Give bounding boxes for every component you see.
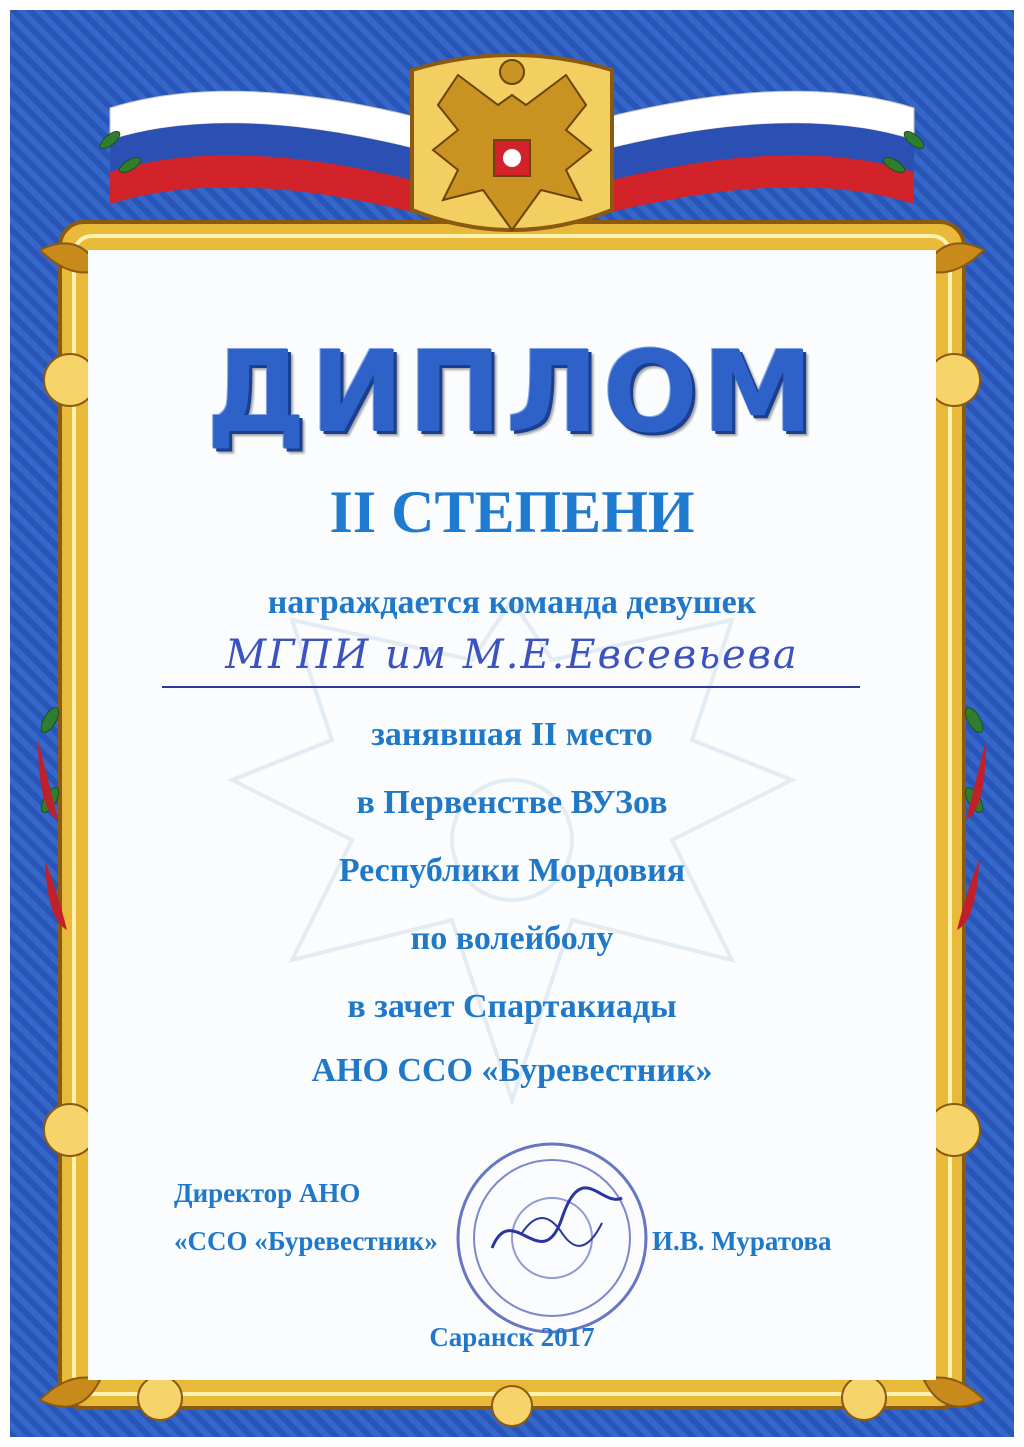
achievement-line-4: по волейболу bbox=[410, 920, 614, 957]
diploma-title: ДИПЛОМ bbox=[206, 328, 818, 458]
recipient-underline bbox=[162, 686, 860, 688]
signatory-name: И.В. Муратова bbox=[652, 1226, 832, 1256]
achievement-line-6: АНО ССО «Буревестник» bbox=[311, 1052, 713, 1089]
place-year: Саранск 2017 bbox=[429, 1322, 595, 1352]
recipient-handwritten: МГПИ им М.Е.Евсевьева bbox=[225, 632, 799, 678]
flag-right bbox=[604, 91, 914, 214]
official-stamp-icon bbox=[452, 1138, 652, 1338]
achievement-line-1: занявшая II место bbox=[371, 716, 653, 753]
achievement-line-5: в зачет Спартакиады bbox=[347, 988, 677, 1025]
diploma-degree: II СТЕПЕНИ bbox=[329, 479, 695, 545]
achievement-line-3: Республики Мордовия bbox=[338, 852, 686, 889]
signatory-title-1: Директор АНО bbox=[174, 1178, 361, 1208]
flag-left bbox=[110, 91, 420, 214]
awarded-to-line: награждается команда девушек bbox=[267, 584, 757, 621]
signatory-title-2: «ССО «Буревестник» bbox=[174, 1226, 438, 1256]
double-headed-eagle-emblem bbox=[412, 55, 612, 230]
achievement-line-2: в Первенстве ВУЗов bbox=[356, 784, 668, 821]
